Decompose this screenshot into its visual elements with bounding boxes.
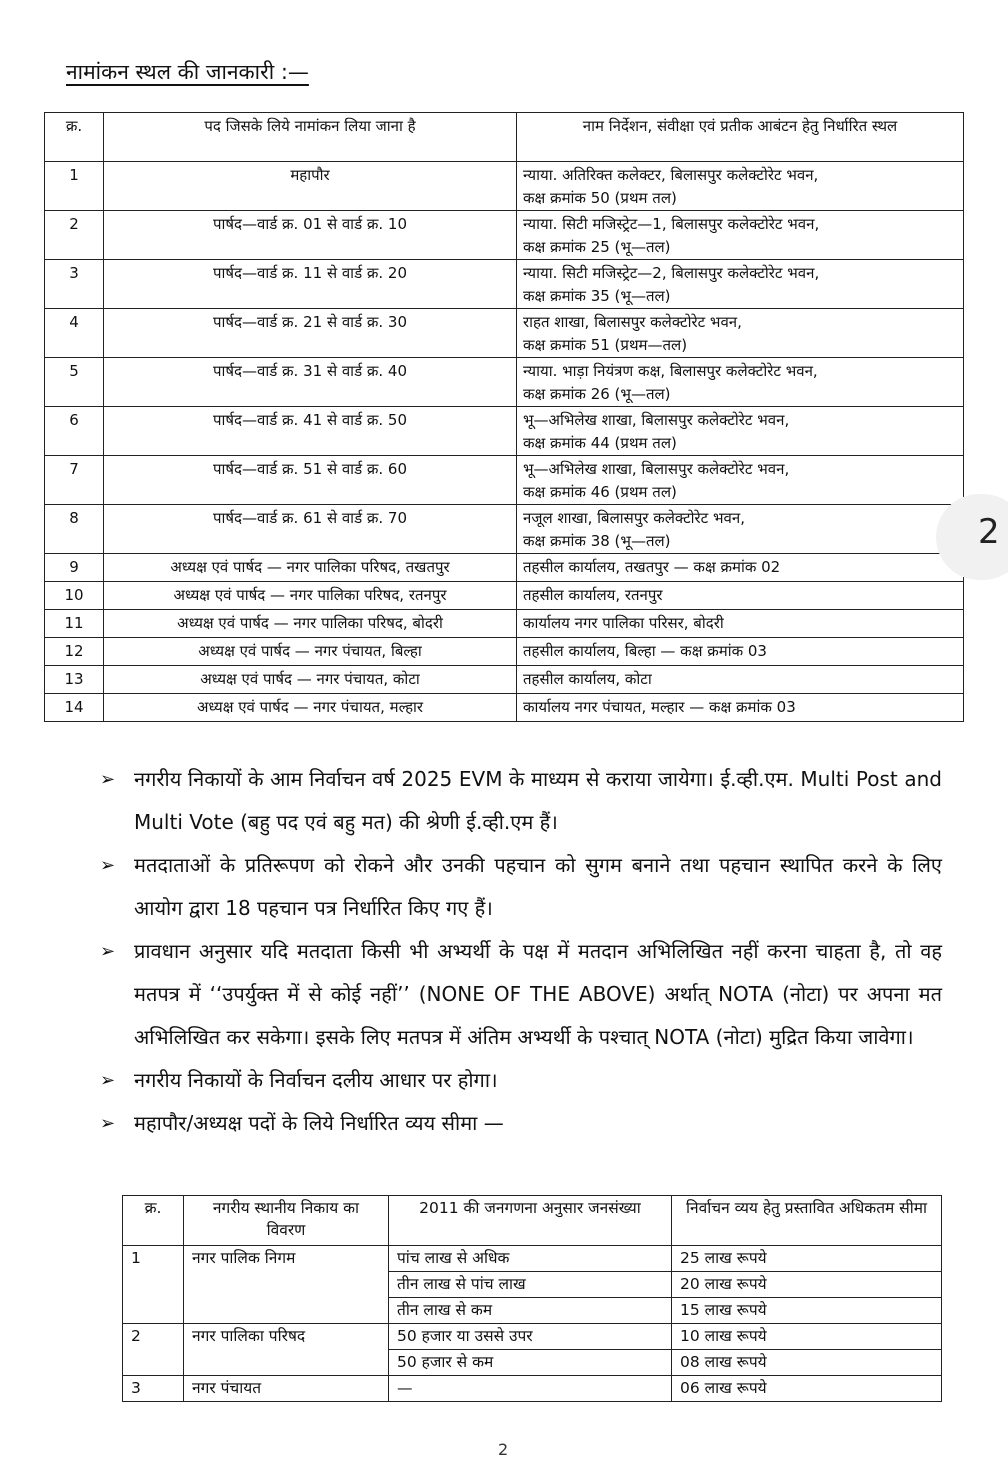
bullet-item [100,844,942,930]
row-post: पार्षद—वार्ड क्र. 21 से वार्ड क्र. 30 [104,309,517,358]
table-row [45,309,964,358]
row-post: अध्यक्ष एवं पार्षद — नगर पालिका परिषद, बोदरी [104,610,517,638]
place-line-1: न्याया. सिटी मजिस्ट्रेट—2, बिलासपुर कलेक्टोरेट भवन, [523,264,820,282]
header-body: नगरीय स्थानीय निकाय का विवरण [184,1196,389,1246]
table-row [45,162,964,211]
row-limit: 15 लाख रूपये [672,1298,942,1324]
table-row [123,1324,942,1350]
row-body: नगर पंचायत [184,1376,389,1402]
row-place [517,505,964,554]
row-post: पार्षद—वार्ड क्र. 41 से वार्ड क्र. 50 [104,407,517,456]
row-body: नगर पालिका परिषद [184,1324,389,1350]
row-serial: 13 [45,666,104,694]
arrow-bullet-icon: ➢ [100,1070,116,1091]
place-line-2: कक्ष क्रमांक 50 (प्रथम तल) [523,189,677,207]
row-post: पार्षद—वार्ड क्र. 01 से वार्ड क्र. 10 [104,211,517,260]
row-place [517,309,964,358]
row-limit: 25 लाख रूपये [672,1246,942,1272]
place-line-1: नजूल शाखा, बिलासपुर कलेक्टोरेट भवन, [523,509,745,527]
row-serial: 9 [45,554,104,582]
row-serial [123,1298,184,1324]
table-header-row [45,113,964,162]
row-serial: 3 [123,1376,184,1402]
bullet-text: महापौर/अध्यक्ष पदों के लिये निर्धारित व्यय सीमा — [134,1111,504,1135]
bullet-item [100,1059,942,1102]
header-population: 2011 की जनगणना अनुसार जनसंख्या [389,1196,672,1246]
header-limit: निर्वाचन व्यय हेतु प्रस्तावित अधिकतम सीमा [672,1196,942,1246]
table-header-row [123,1196,942,1246]
table-row [123,1298,942,1324]
table-row [45,456,964,505]
place-line-1: न्याया. अतिरिक्त कलेक्टर, बिलासपुर कलेक्टोरेट भवन, [523,166,819,184]
arrow-bullet-icon: ➢ [100,855,116,876]
row-body: नगर पालिक निगम [184,1246,389,1272]
table-row [45,505,964,554]
row-body [184,1298,389,1324]
row-body [184,1350,389,1376]
table-row [123,1350,942,1376]
row-serial: 6 [45,407,104,456]
place-line-2: कक्ष क्रमांक 51 (प्रथम—तल) [523,336,688,354]
row-place: कार्यालय नगर पालिका परिसर, बोदरी [517,610,964,638]
row-serial: 14 [45,694,104,722]
row-serial [123,1350,184,1376]
row-population: 50 हजार या उससे उपर [389,1324,672,1350]
row-limit: 20 लाख रूपये [672,1272,942,1298]
header-serial: क्र. [123,1196,184,1246]
table-row [45,582,964,610]
header-serial: क्र. [45,113,104,162]
expense-limit-table [122,1195,942,1402]
row-place [517,358,964,407]
table-row [123,1272,942,1298]
bullet-text: नगरीय निकायों के निर्वाचन दलीय आधार पर होगा। [134,1068,498,1092]
row-serial: 8 [45,505,104,554]
table-row [45,638,964,666]
section-heading: नामांकन स्थल की जानकारी :— [66,60,309,84]
header-place: नाम निर्देशन, संवीक्षा एवं प्रतीक आबंटन हेतु निर्धारित स्थल [517,113,964,162]
table-row [45,358,964,407]
row-limit: 06 लाख रूपये [672,1376,942,1402]
table-row [45,407,964,456]
header-post: पद जिसके लिये नामांकन लिया जाना है [104,113,517,162]
table-row [123,1246,942,1272]
bullet-item [100,758,942,844]
place-line-2: कक्ष क्रमांक 46 (प्रथम तल) [523,483,677,501]
place-line-2: कक्ष क्रमांक 35 (भू—तल) [523,287,671,305]
row-place [517,162,964,211]
arrow-bullet-icon: ➢ [100,769,116,790]
row-limit: 10 लाख रूपये [672,1324,942,1350]
place-line-1: न्याया. सिटी मजिस्ट्रेट—1, बिलासपुर कलेक्टोरेट भवन, [523,215,820,233]
row-place: तहसील कार्यालय, कोटा [517,666,964,694]
row-serial: 2 [45,211,104,260]
row-serial: 5 [45,358,104,407]
bullet-text: नगरीय निकायों के आम निर्वाचन वर्ष 2025 EVM के माध्यम से कराया जायेगा। ई.व्ही.एम. Multi Post and Multi Vote (बहु पद एवं बहु मत) की श्रेणी ई.व्ही.एम हैं। [134,767,942,834]
place-line-1: न्याया. भाड़ा नियंत्रण कक्ष, बिलासपुर कलेक्टोरेट भवन, [523,362,818,380]
row-post: अध्यक्ष एवं पार्षद — नगर पंचायत, मल्हार [104,694,517,722]
row-place [517,211,964,260]
row-serial: 1 [45,162,104,211]
table-row [45,211,964,260]
row-population: — [389,1376,672,1402]
table-row [123,1376,942,1402]
footer-page-number: 2 [498,1440,509,1459]
row-place: तहसील कार्यालय, रतनपुर [517,582,964,610]
row-serial: 2 [123,1324,184,1350]
row-population: पांच लाख से अधिक [389,1246,672,1272]
table-row [45,260,964,309]
table-row [45,610,964,638]
row-place [517,260,964,309]
row-serial: 11 [45,610,104,638]
place-line-1: भू—अभिलेख शाखा, बिलासपुर कलेक्टोरेट भवन, [523,460,790,478]
place-line-2: कक्ष क्रमांक 25 (भू—तल) [523,238,671,256]
row-place: तहसील कार्यालय, बिल्हा — कक्ष क्रमांक 03 [517,638,964,666]
bullet-item [100,930,942,1059]
place-line-2: कक्ष क्रमांक 26 (भू—तल) [523,385,671,403]
place-line-1: राहत शाखा, बिलासपुर कलेक्टोरेट भवन, [523,313,742,331]
bullet-text: प्रावधान अनुसार यदि मतदाता किसी भी अभ्यर्थी के पक्ष में मतदान अभिलिखित नहीं करना चाहता है, तो वह मतपत्र में ‘‘उपर्युक्त में से कोई नहीं’’ (NONE OF THE ABOVE) अर्थात् NOTA (नोटा) पर अपना मत अभिलिखित कर सकेगा। इसके लिए मतपत्र में अंतिम अभ्यर्थी के पश्चात् NOTA (नोटा) मुद्रित किया जावेगा। [134,939,942,1049]
nomination-places-table [44,112,964,722]
place-line-2: कक्ष क्रमांक 44 (प्रथम तल) [523,434,677,452]
bullet-item [100,1102,942,1145]
row-population: 50 हजार से कम [389,1350,672,1376]
row-post: पार्षद—वार्ड क्र. 51 से वार्ड क्र. 60 [104,456,517,505]
row-post: पार्षद—वार्ड क्र. 61 से वार्ड क्र. 70 [104,505,517,554]
row-post: पार्षद—वार्ड क्र. 31 से वार्ड क्र. 40 [104,358,517,407]
row-post: अध्यक्ष एवं पार्षद — नगर पालिका परिषद, रतनपुर [104,582,517,610]
row-population: तीन लाख से कम [389,1298,672,1324]
row-body [184,1272,389,1298]
row-serial [123,1272,184,1298]
arrow-bullet-icon: ➢ [100,941,116,962]
row-serial: 3 [45,260,104,309]
table-row [45,694,964,722]
page-number-label: 2 [978,512,1000,552]
row-serial: 7 [45,456,104,505]
row-post: अध्यक्ष एवं पार्षद — नगर पंचायत, बिल्हा [104,638,517,666]
bullet-text: मतदाताओं के प्रतिरूपण को रोकने और उनकी पहचान को सुगम बनाने तथा पहचान स्थापित करने के लिए आयोग द्वारा 18 पहचान पत्र निर्धारित किए गए हैं। [134,853,942,920]
row-population: तीन लाख से पांच लाख [389,1272,672,1298]
row-post: अध्यक्ष एवं पार्षद — नगर पंचायत, कोटा [104,666,517,694]
row-post: महापौर [104,162,517,211]
table-row [45,666,964,694]
arrow-bullet-icon: ➢ [100,1113,116,1134]
place-line-1: भू—अभिलेख शाखा, बिलासपुर कलेक्टोरेट भवन, [523,411,790,429]
row-post: अध्यक्ष एवं पार्षद — नगर पालिका परिषद, तखतपुर [104,554,517,582]
row-serial: 1 [123,1246,184,1272]
row-place: तहसील कार्यालय, तखतपुर — कक्ष क्रमांक 02 [517,554,964,582]
row-post: पार्षद—वार्ड क्र. 11 से वार्ड क्र. 20 [104,260,517,309]
table-row [45,554,964,582]
row-serial: 4 [45,309,104,358]
row-place [517,456,964,505]
row-serial: 10 [45,582,104,610]
row-place: कार्यालय नगर पंचायत, मल्हार — कक्ष क्रमांक 03 [517,694,964,722]
bullet-list [100,758,942,1145]
row-place [517,407,964,456]
row-serial: 12 [45,638,104,666]
place-line-2: कक्ष क्रमांक 38 (भू—तल) [523,532,671,550]
row-limit: 08 लाख रूपये [672,1350,942,1376]
